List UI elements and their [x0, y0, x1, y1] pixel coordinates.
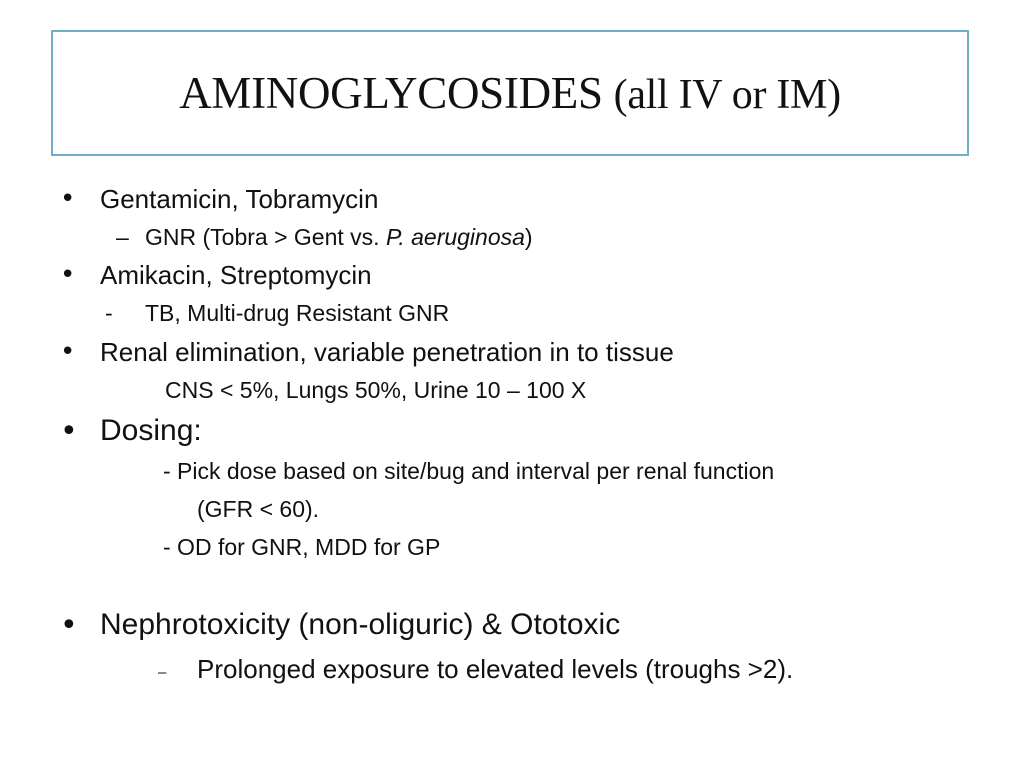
sub-dash: –: [116, 224, 129, 250]
bullet-icon: •: [60, 260, 76, 290]
title-main: AMINOGLYCOSIDES: [179, 68, 614, 118]
sub-prolonged: Prolonged exposure to elevated levels (troughs >2).: [197, 654, 794, 684]
sub-gnr-italic: P. aeruginosa: [385, 224, 525, 250]
title-paren: (all IV or IM): [613, 72, 841, 118]
bullet-renal: Renal elimination, variable penetration in to tissue: [100, 337, 674, 367]
bullet-icon: •: [60, 337, 76, 367]
bullet-icon: •: [60, 608, 78, 643]
sub-dose-pick: - Pick dose based on site/bug and interval per renal function: [163, 458, 775, 484]
sub-dose-od: - OD for GNR, MDD for GP: [163, 534, 441, 560]
sub-gnr-pre: GNR (Tobra > Gent vs.: [145, 224, 386, 250]
sub-dose-gfr: (GFR < 60).: [197, 496, 320, 522]
sub-gnr: [145, 224, 533, 251]
bullet-nephrotoxicity: Nephrotoxicity (non-oliguric) & Ototoxic: [100, 608, 621, 641]
sub-gnr-post: ): [524, 224, 533, 250]
sub-penetration: CNS < 5%, Lungs 50%, Urine 10 – 100 X: [165, 377, 587, 403]
bullet-gentamicin: Gentamicin, Tobramycin: [100, 184, 379, 214]
bullet-icon: •: [60, 414, 78, 449]
bullet-dosing: Dosing:: [100, 414, 202, 447]
sub-dash: –: [158, 664, 167, 681]
bullet-icon: •: [60, 184, 76, 214]
sub-dash: -: [105, 300, 113, 326]
sub-tb: TB, Multi-drug Resistant GNR: [145, 300, 450, 326]
bullet-amikacin: Amikacin, Streptomycin: [100, 260, 372, 290]
